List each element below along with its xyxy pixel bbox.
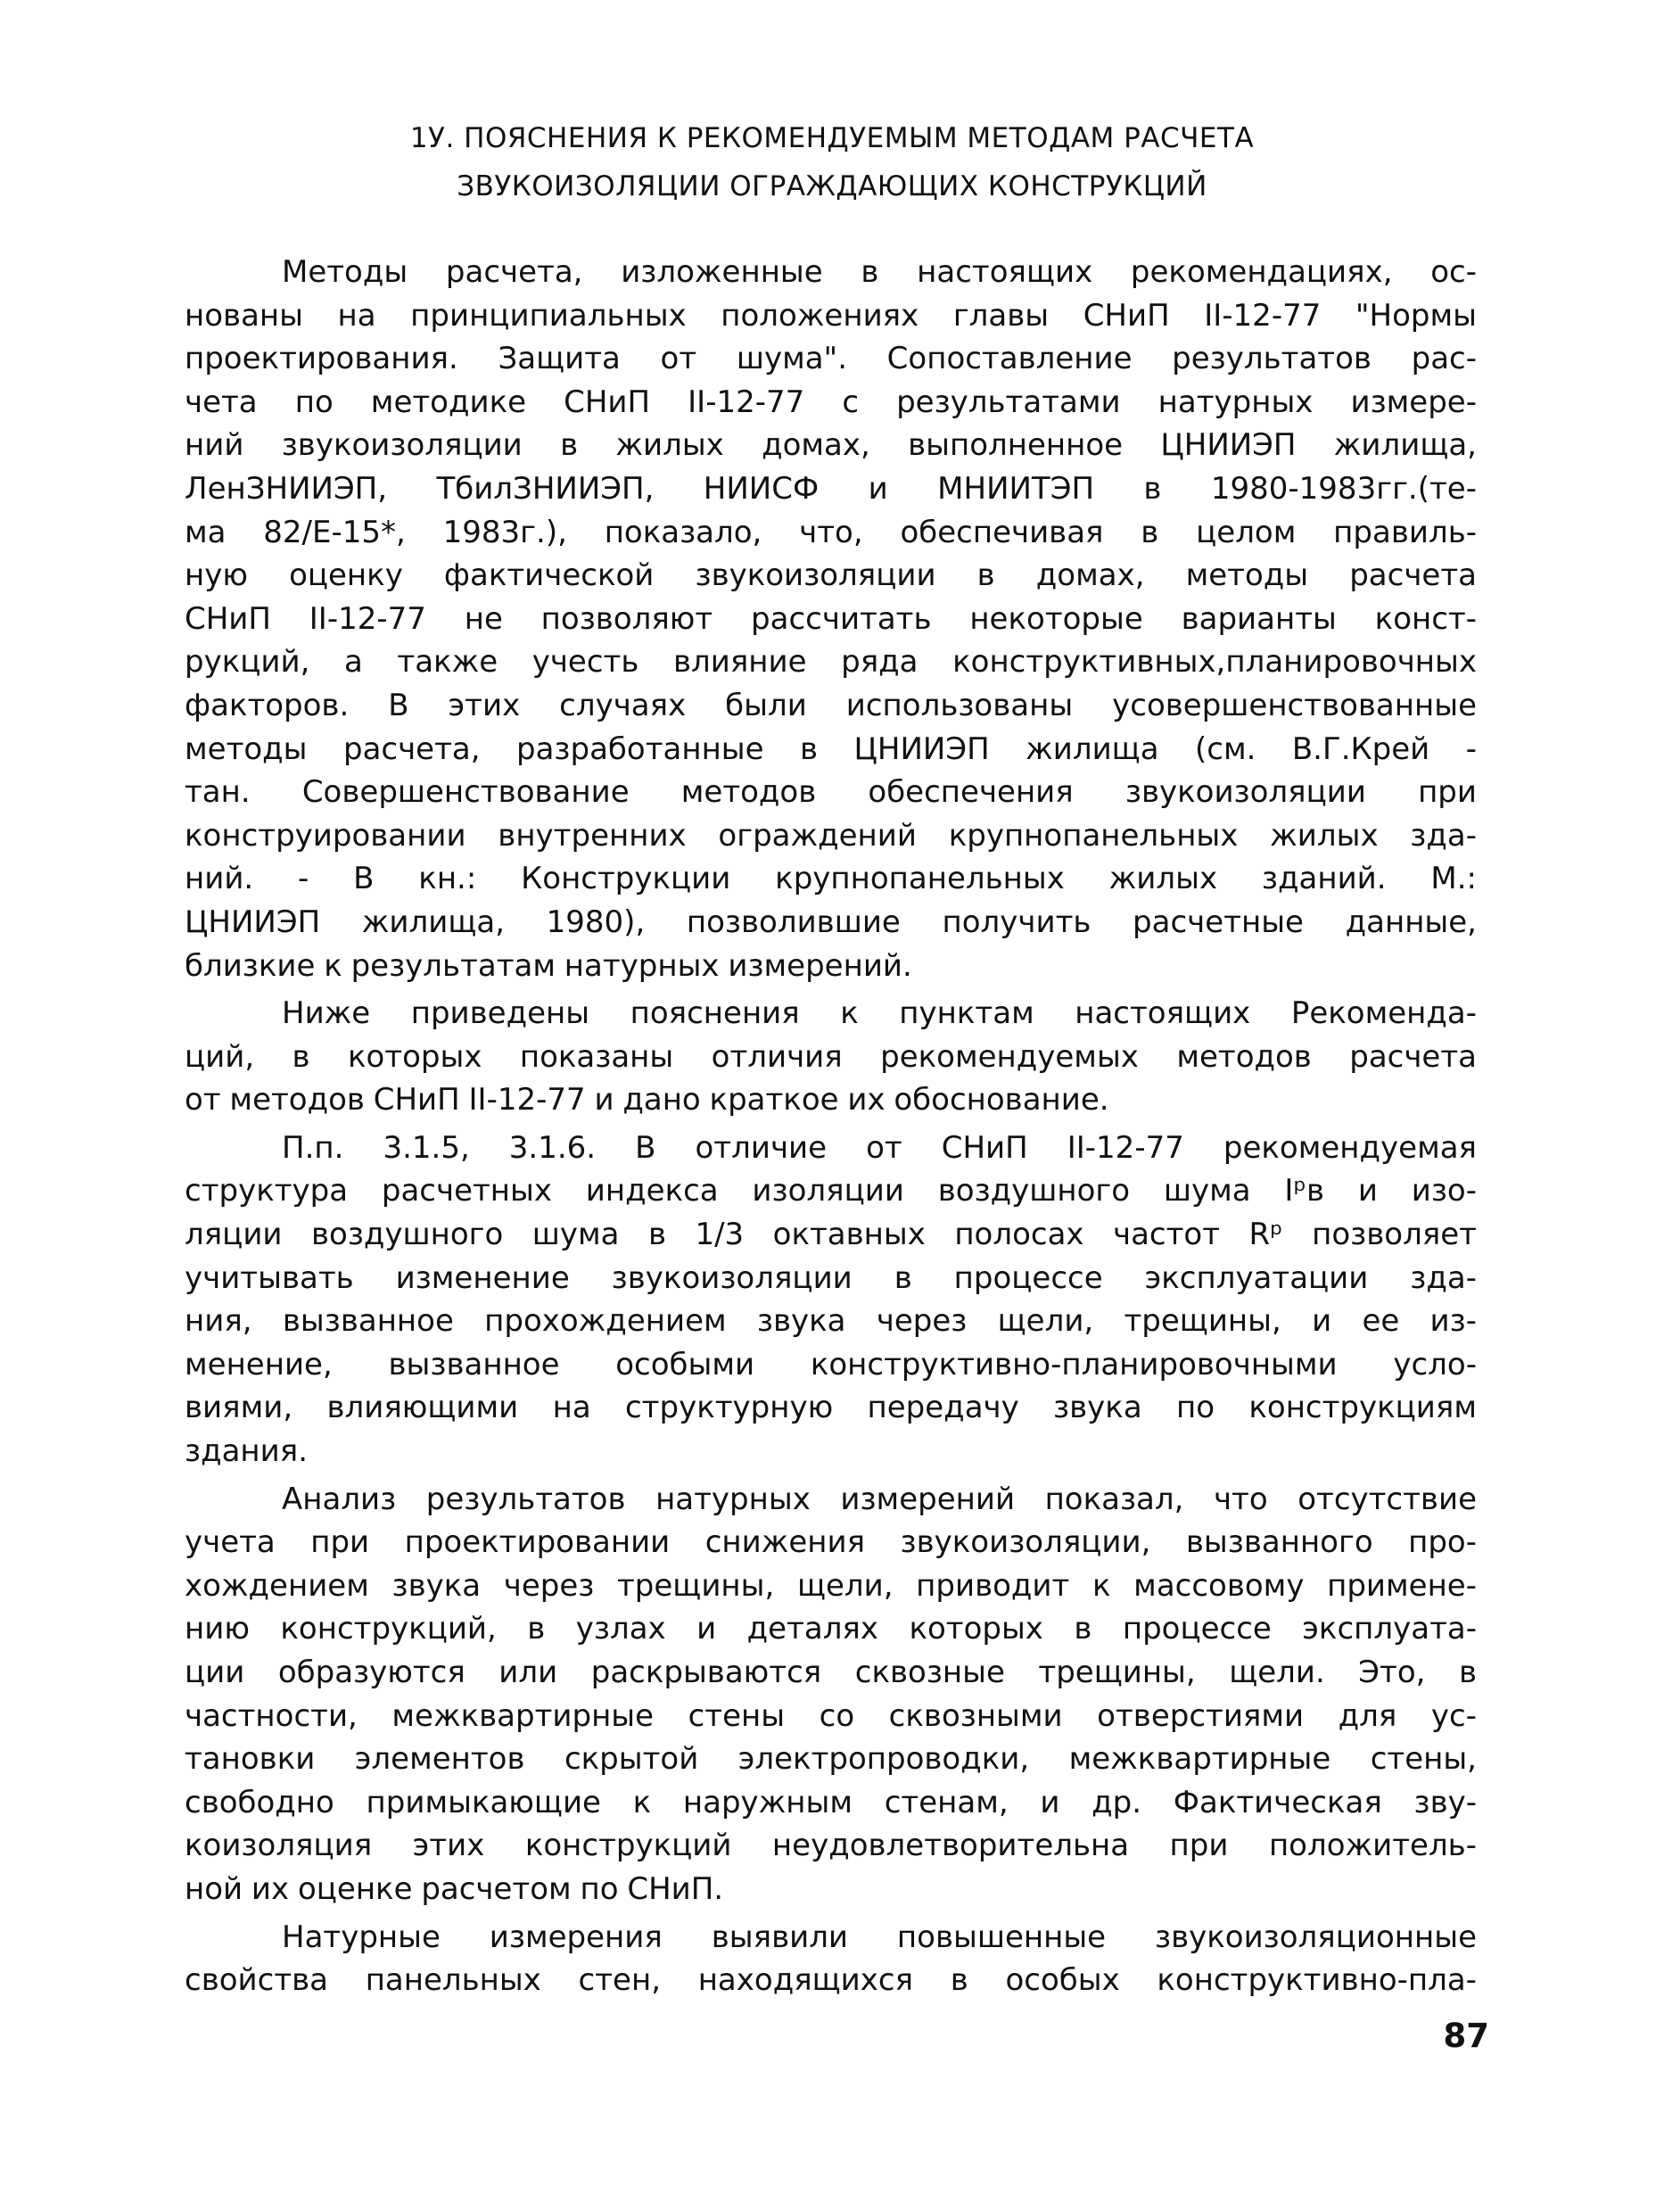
text-line: ляции воздушного шума в 1/3 октавных полосах частот Rᵖ позволяет	[185, 1217, 1477, 1253]
text-line: нованы на принципиальных положениях главы СНиП II-12-77 "Нормы	[185, 297, 1477, 334]
text-line: учитывать изменение звукоизоляции в процессе эксплуатации зда-	[185, 1259, 1477, 1296]
text-line: чета по методике СНиП II-12-77 с результатами натурных измере-	[185, 384, 1477, 420]
page-title-line: 1У. ПОЯСНЕНИЯ К РЕКОМЕНДУЕМЫМ МЕТОДАМ РАСЧЕТА	[409, 122, 1255, 154]
text-line: Анализ результатов натурных измерений показал, что отсутствие	[282, 1481, 1477, 1517]
text-line: хождением звука через трещины, щели, приводит к массовому примене-	[185, 1567, 1477, 1604]
text-line: частности, межквартирные стены со сквозными отверстиями для ус-	[185, 1697, 1477, 1734]
page-title	[134, 114, 1530, 210]
text-line: ний звукоизоляции в жилых домах, выполненное ЦНИИЭП жилища,	[185, 427, 1477, 464]
paragraph	[185, 1916, 1477, 2002]
text-line: ма 82/Е-15*, 1983г.), показало, что, обеспечивая в целом правиль-	[185, 514, 1477, 550]
text-line: менение, вызванное особыми конструктивно-планировочными усло-	[185, 1346, 1477, 1382]
text-line: методы расчета, разработанные в ЦНИИЭП жилища (см. В.Г.Крей -	[185, 730, 1477, 767]
text-line: ной их оценке расчетом по СНиП.	[185, 1870, 724, 1907]
text-line: ния, вызванное прохождением звука через щели, трещины, и ее из-	[185, 1303, 1477, 1340]
text-line: ЛенЗНИИЭП, ТбилЗНИИЭП, НИИСФ и МНИИТЭП в 1980-1983гг.(те-	[185, 470, 1477, 507]
text-line: тан. Совершенствование методов обеспечения звукоизоляции при	[185, 774, 1477, 811]
text-line: проектирования. Защита от шума". Сопоставление результатов рас-	[185, 341, 1477, 377]
text-line: тановки элементов скрытой электропроводки, межквартирные стены,	[185, 1741, 1477, 1778]
text-line: свойства панельных стен, находящихся в особых конструктивно-пла-	[185, 1962, 1477, 1999]
paragraph	[185, 1127, 1477, 1473]
text-line: конструировании внутренних ограждений крупнопанельных жилых зда-	[185, 817, 1477, 854]
text-line: виями, влияющими на структурную передачу звука по конструкциям	[185, 1390, 1477, 1426]
text-line: коизоляция этих конструкций неудовлетворительна при положитель-	[185, 1828, 1477, 1864]
text-line: близкие к результатам натурных измерений.	[185, 947, 912, 984]
text-line: Методы расчета, изложенные в настоящих рекомендациях, ос-	[282, 254, 1477, 290]
text-line: факторов. В этих случаях были использованы усовершенствованные	[185, 687, 1477, 723]
text-line: ций, в которых показаны отличия рекомендуемых методов расчета	[185, 1038, 1477, 1075]
text-line: ЦНИИЭП жилища, 1980), позволившие получить расчетные данные,	[185, 904, 1477, 940]
text-line: ний. - В кн.: Конструкции крупнопанельных жилых зданий. М.:	[185, 861, 1477, 897]
text-line: нию конструкций, в узлах и деталях которых в процессе эксплуата-	[185, 1611, 1477, 1647]
text-line: учета при проектировании снижения звукоизоляции, вызванного про-	[185, 1524, 1477, 1561]
paragraph	[185, 1478, 1477, 1911]
text-line: СНиП II-12-77 не позволяют рассчитать некоторые варианты конст-	[185, 600, 1477, 637]
text-line: Натурные измерения выявили повышенные звукоизоляционные	[282, 1919, 1477, 1955]
body-text	[185, 251, 1477, 2002]
paragraph	[185, 992, 1477, 1122]
text-line: здания.	[185, 1433, 309, 1470]
text-line: ную оценку фактической звукоизоляции в домах, методы расчета	[185, 557, 1477, 594]
page-title-line: ЗВУКОИЗОЛЯЦИИ ОГРАЖДАЮЩИХ КОНСТРУКЦИЙ	[457, 170, 1207, 202]
text-line: ции образуются или раскрываются сквозные трещины, щели. Это, в	[185, 1655, 1477, 1690]
text-line: свободно примыкающие к наружным стенам, и др. Фактическая зву-	[185, 1784, 1477, 1820]
text-line: рукций, а также учесть влияние ряда конструктивных,планировочных	[185, 644, 1477, 681]
paragraph	[185, 251, 1477, 987]
text-line: от методов СНиП II-12-77 и дано краткое их обоснование.	[185, 1082, 1109, 1118]
text-line: П.п. 3.1.5, 3.1.6. В отличие от СНиП II-12-77 рекомендуемая	[282, 1129, 1477, 1166]
text-line: Ниже приведены пояснения к пунктам настоящих Рекоменда-	[282, 995, 1477, 1032]
page-number: 87	[1443, 2017, 1489, 2055]
text-line: структура расчетных индекса изоляции воздушного шума Iᵖв и изо-	[185, 1173, 1477, 1209]
